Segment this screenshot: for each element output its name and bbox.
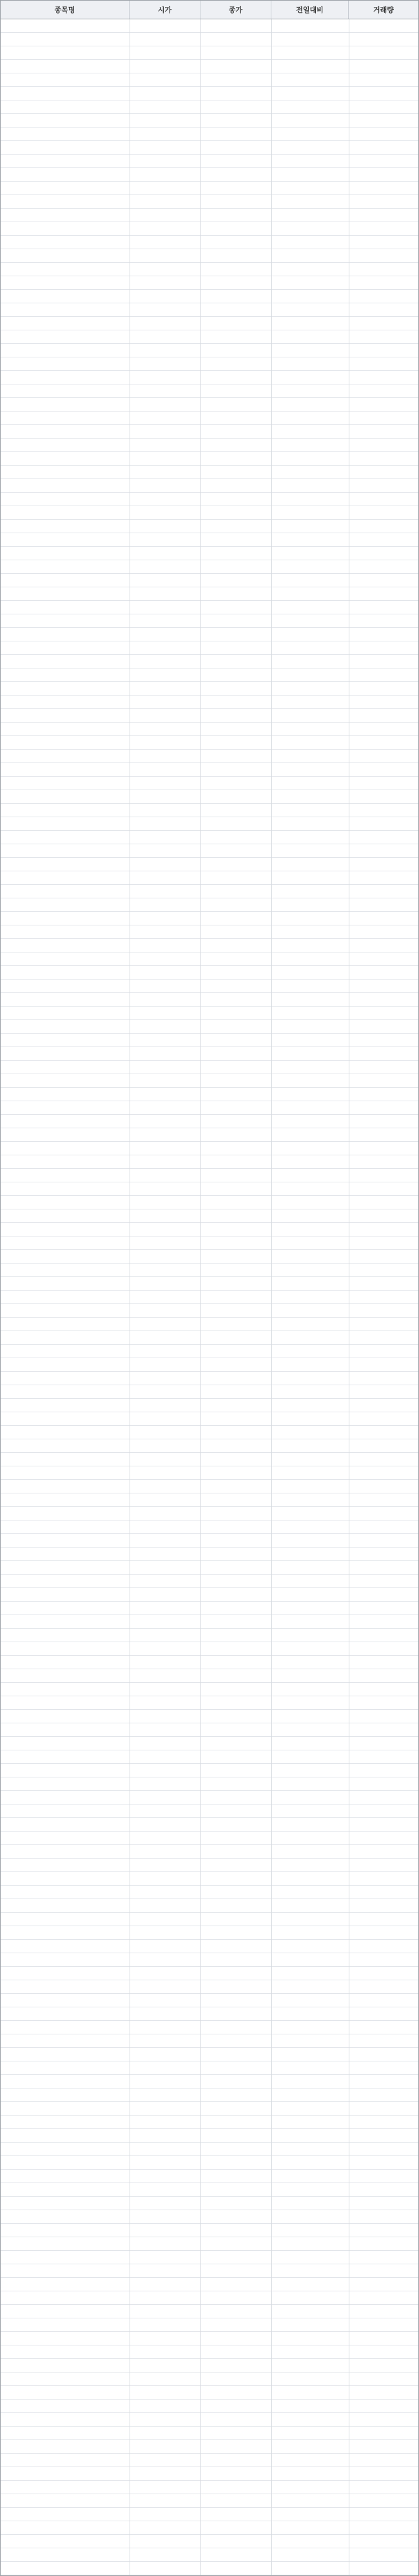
column-header-change[interactable]: 전일대비 [271,1,349,19]
table-header [1,1,418,19]
table-body [1,19,418,2575]
column-header-close[interactable]: 종가 [200,1,271,19]
column-header-open[interactable]: 시가 [130,1,200,19]
grid-line [271,19,272,2575]
column-grid-lines [1,19,418,2575]
column-header-volume[interactable]: 거래량 [373,6,394,14]
column-header-name[interactable]: 종목명 [1,1,130,19]
grid-line [200,19,201,2575]
